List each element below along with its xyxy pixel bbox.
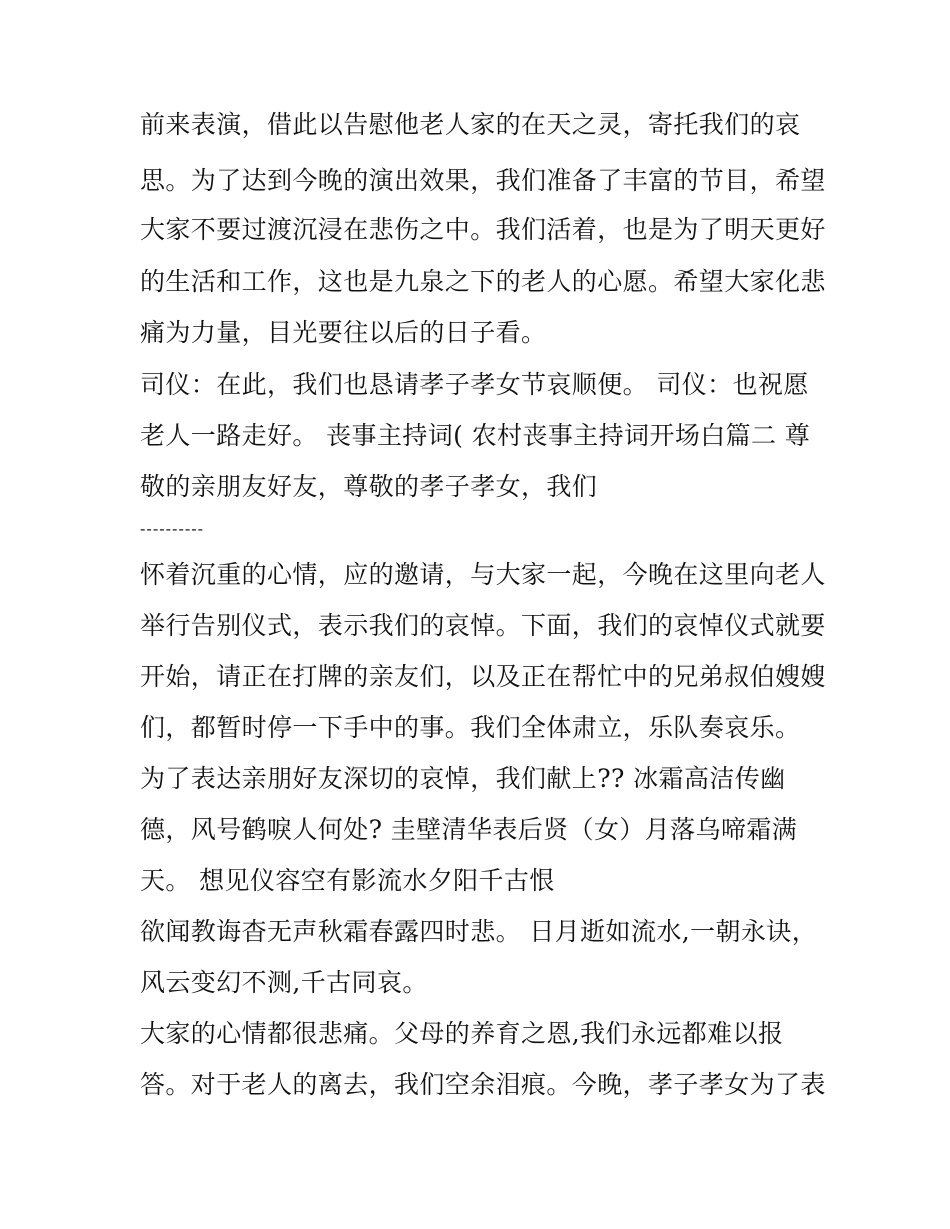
text-line: 怀着沉重的心情，应的邀请，与大家一起，今晚在这里向老人: [140, 560, 826, 589]
text-line: 大家的心情都很悲痛。父母的养育之恩,我们永远都难以报: [140, 1019, 784, 1048]
text-line: 老人一路走好。 丧事主持词( 农村丧事主持词开场白篇二 尊: [140, 421, 811, 450]
text-line: 思。为了达到今晚的演出效果，我们准备了丰富的节目，希望: [140, 166, 826, 195]
text-line: 的生活和工作，这也是九泉之下的老人的心愿。希望大家化悲: [140, 267, 826, 296]
text-line: 风云变幻不测,千古同哀。: [140, 968, 428, 997]
text-line: 司仪：在此，我们也恳请孝子孝女节哀顺便。 司仪：也祝愿: [140, 370, 809, 399]
text-line: 痛为力量，目光要往以后的日子看。: [140, 318, 547, 347]
text-line: 开始，请正在打牌的亲友们，以及正在帮忙中的兄弟叔伯嫂嫂: [140, 662, 826, 691]
section-separator: ----------: [140, 519, 205, 538]
text-line: 欲闻教诲杳无声秋霜春露四时悲。 日月逝如流水,一朝永诀，: [140, 917, 818, 946]
text-line: 答。对于老人的离去，我们空余泪痕。今晚，孝子孝女为了表: [140, 1070, 826, 1099]
text-line: 大家不要过渡沉浸在悲伤之中。我们活着，也是为了明天更好: [140, 215, 826, 244]
text-line: 德，风号鹤唳人何处? 圭壁清华表后贤（女）月落乌啼霜满: [140, 815, 798, 844]
text-line: 敬的亲朋友好友，尊敬的孝子孝女，我们: [140, 472, 598, 501]
text-line: 们，都暂时停一下手中的事。我们全体肃立，乐队奏哀乐。: [140, 713, 801, 742]
text-line: 为了表达亲朋好友深切的哀悼，我们献上?? 冰霜高洁传幽: [140, 764, 786, 793]
text-line: 举行告别仪式，表示我们的哀悼。下面，我们的哀悼仪式就要: [140, 611, 826, 640]
text-line: 前来表演，借此以告慰他老人家的在天之灵，寄托我们的哀: [140, 110, 801, 139]
text-line: 天。 想见仪容空有影流水夕阳千古恨: [140, 866, 555, 895]
